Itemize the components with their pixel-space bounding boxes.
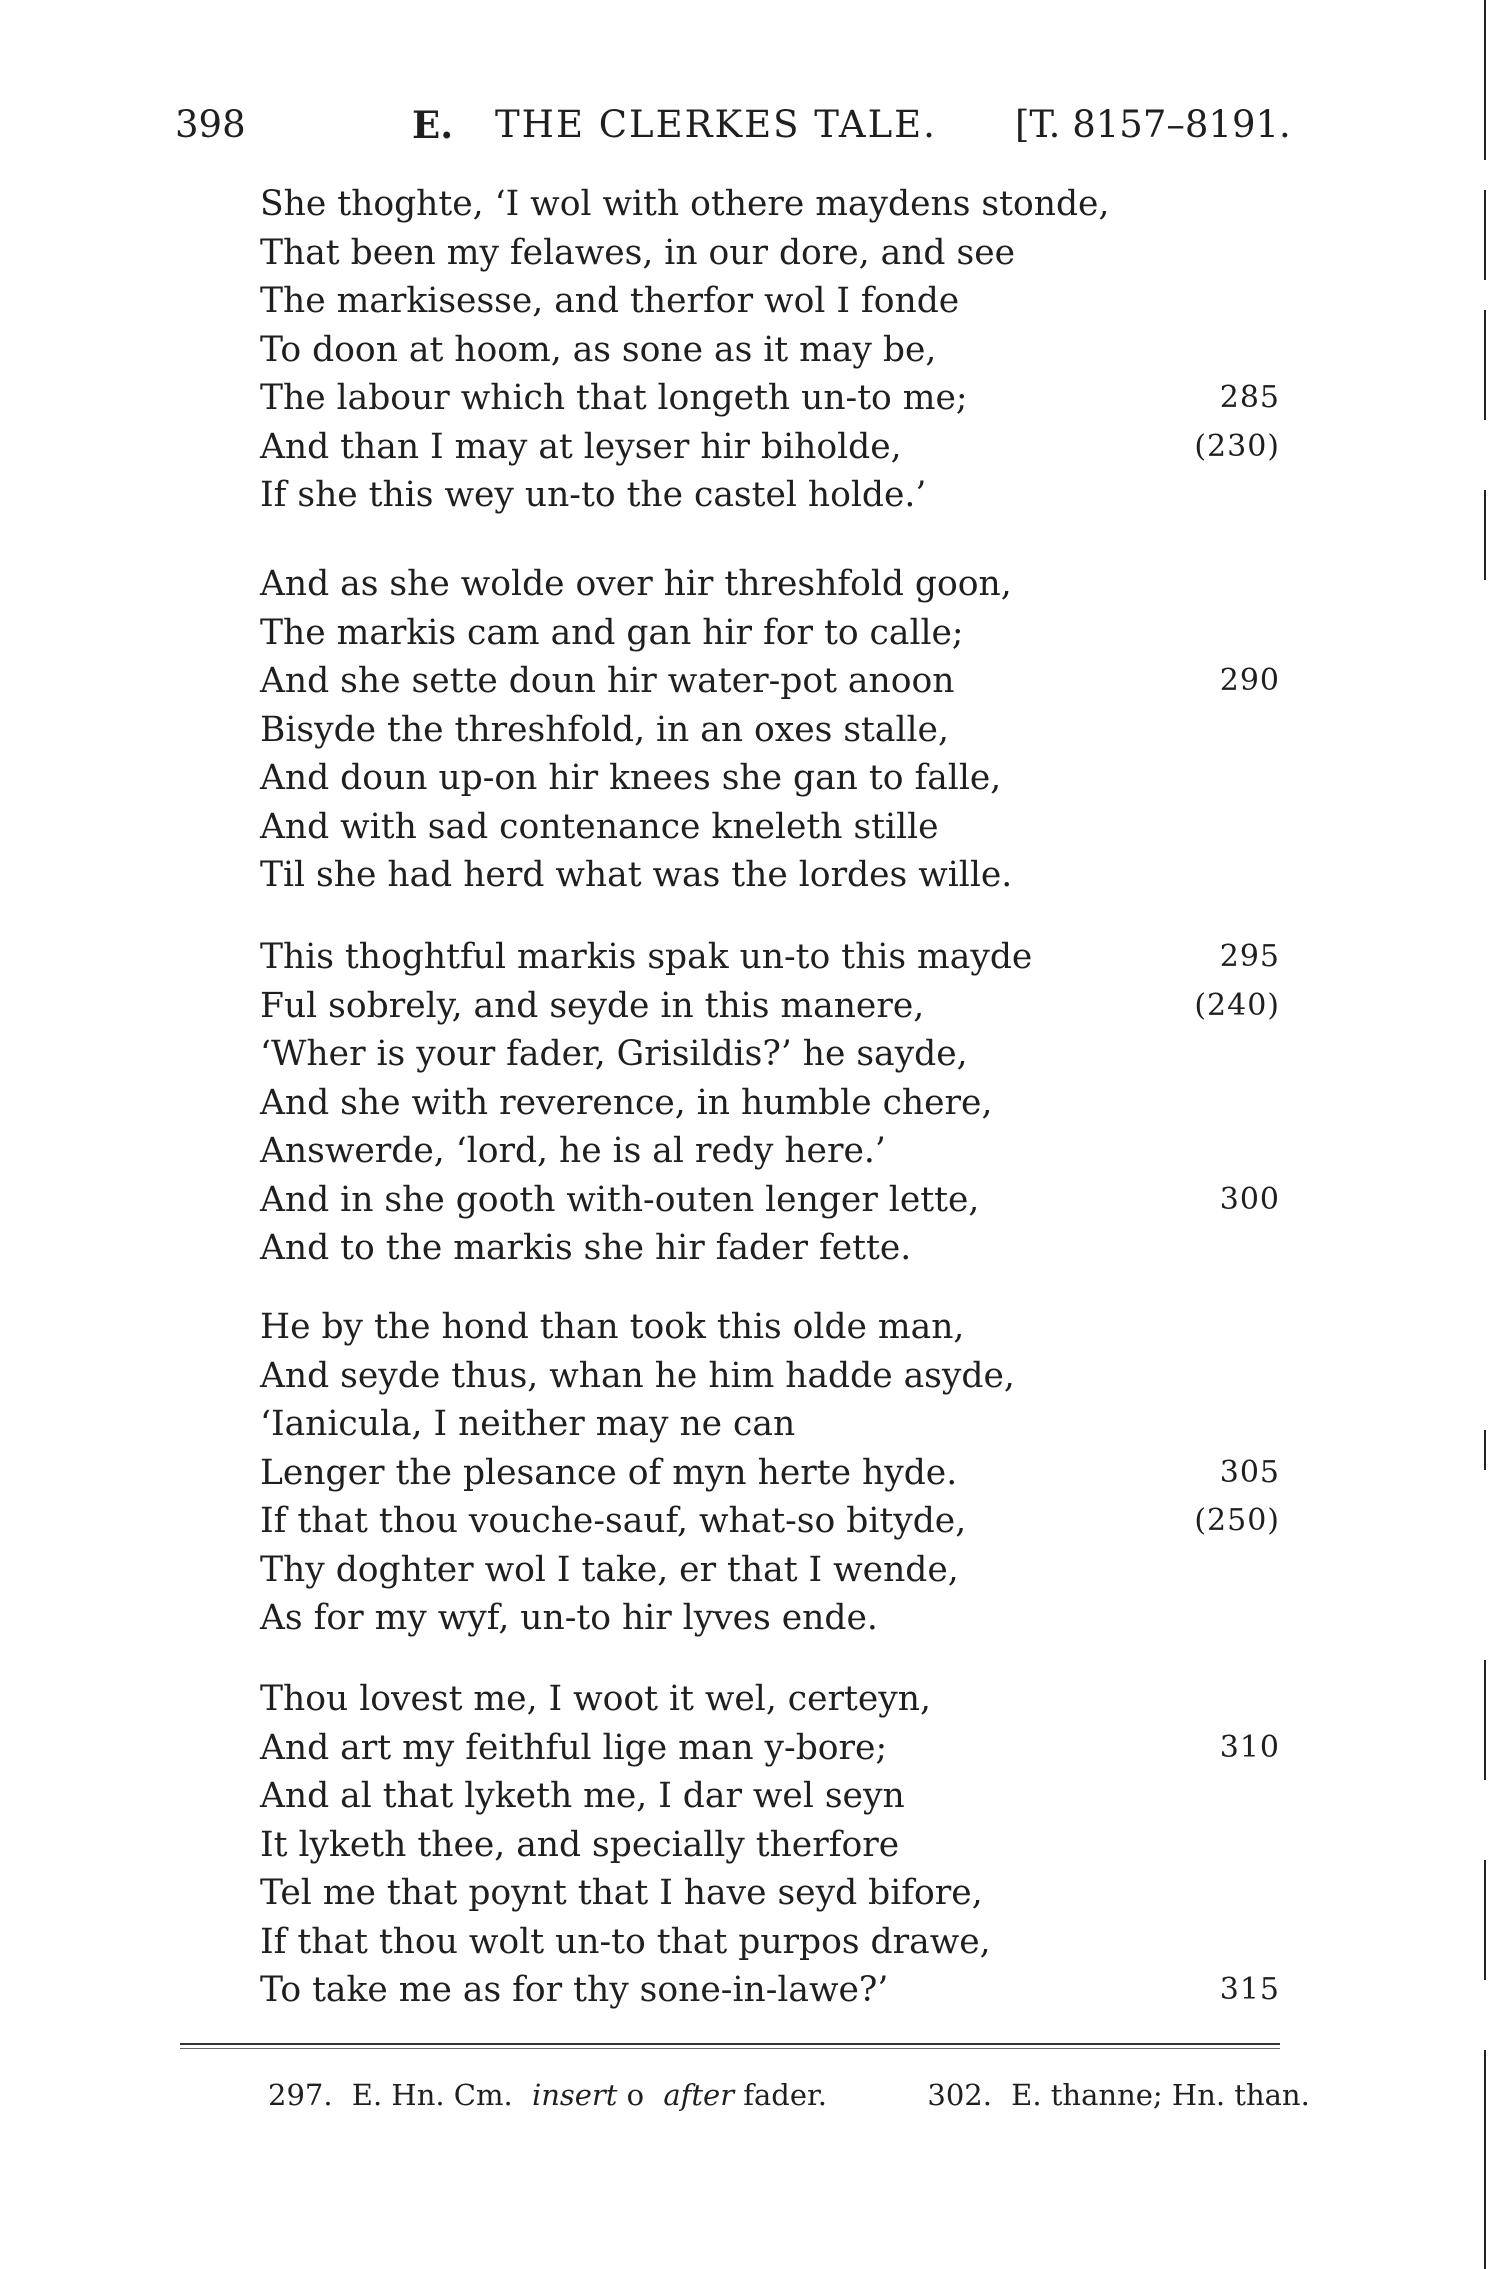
verse-line xyxy=(260,471,1300,520)
section-letter: E. xyxy=(412,103,454,147)
verse-text: And seyde thus, whan he him hadde asyde, xyxy=(260,1355,1015,1396)
page-number: 398 xyxy=(175,103,246,146)
verse-line xyxy=(260,374,1300,423)
verse-line xyxy=(260,754,1300,803)
verse-line xyxy=(260,277,1300,326)
verse-line xyxy=(260,1918,1300,1967)
verse-line xyxy=(260,560,1300,609)
footnote-1-number: 297. xyxy=(268,2078,333,2112)
stanza xyxy=(260,180,1300,520)
footnote-1-insert: insert xyxy=(531,2078,618,2112)
scan-edge-mark xyxy=(1484,1860,1486,1980)
verse-text: She thoghte, ‘I wol with othere maydens stonde, xyxy=(260,184,1110,224)
stanza xyxy=(260,560,1300,900)
verse-text: Bisyde the threshfold, in an oxes stalle, xyxy=(260,709,949,750)
verse-text: If she this wey un-to the castel holde.’ xyxy=(260,475,927,515)
verse-text: And with sad contenance kneleth stille xyxy=(260,806,939,847)
verse-line xyxy=(260,1176,1300,1225)
line-number: 290 xyxy=(1219,663,1280,698)
verse-line xyxy=(260,1224,1300,1273)
running-header xyxy=(0,95,1511,155)
tale-title: THE CLERKES TALE. xyxy=(495,103,937,146)
verse-line xyxy=(260,1400,1300,1449)
verse-text: If that thou vouche-sauf, what-so bityde, xyxy=(260,1501,967,1541)
verse-line xyxy=(260,1449,1300,1498)
verse-line xyxy=(260,706,1300,755)
verse-text: And she sette doun hir water-pot anoon xyxy=(260,661,955,701)
verse-text: This thoghtful markis spak un-to this mayde xyxy=(260,937,1033,977)
footnote-1 xyxy=(268,2078,846,2112)
footnote-rule xyxy=(180,2043,1280,2045)
stanza xyxy=(260,1675,1300,2015)
verse-line xyxy=(260,1772,1300,1821)
scan-edge-mark xyxy=(1484,0,1486,160)
line-number: (250) xyxy=(1194,1503,1280,1538)
verse-text: He by the hond than took this olde man, xyxy=(260,1307,965,1347)
verse-text: Ful sobrely, and seyde in this manere, xyxy=(260,985,925,1026)
footnote-1-witnesses: E. Hn. Cm. xyxy=(351,2078,513,2112)
line-number: 305 xyxy=(1219,1454,1280,1490)
verse-line xyxy=(260,982,1300,1031)
verse-text: ‘Ianicula, I neither may ne can xyxy=(260,1404,796,1444)
verse-text: And than I may at leyser hir biholde, xyxy=(260,426,902,467)
footnotes xyxy=(268,2078,1310,2112)
verse-text: The labour which that longeth un-to me; xyxy=(260,378,968,418)
verse-text: To take me as for thy sone-in-lawe?’ xyxy=(260,1970,889,2010)
scan-edge-mark xyxy=(1484,310,1486,420)
verse-line xyxy=(260,180,1300,229)
line-number: (230) xyxy=(1194,428,1280,464)
verse-line xyxy=(260,1966,1300,2015)
verse-line xyxy=(260,1546,1300,1595)
footnote-rule-thin xyxy=(180,2048,1280,2049)
verse-line xyxy=(260,1675,1300,1724)
verse-text: Til she had herd what was the lordes wille. xyxy=(260,855,1013,895)
scan-edge-mark xyxy=(1484,2050,1486,2269)
verse-text: And al that lyketh me, I dar wel seyn xyxy=(260,1776,905,1816)
verse-line xyxy=(260,609,1300,658)
scan-edge-mark xyxy=(1484,490,1486,580)
verse-line xyxy=(260,1869,1300,1918)
verse-text: The markis cam and gan hir for to calle; xyxy=(260,612,964,653)
verse-text: And she with reverence, in humble chere, xyxy=(260,1082,993,1123)
verse-text: And art my feithful lige man y-bore; xyxy=(260,1727,888,1768)
verse-text: Thou lovest me, I woot it wel, certeyn, xyxy=(260,1679,931,1719)
scan-edge-mark xyxy=(1484,1430,1486,1470)
stanza xyxy=(260,933,1300,1273)
verse-line xyxy=(260,933,1300,982)
verse-text: It lyketh thee, and specially therfore xyxy=(260,1824,900,1865)
verse-text: And doun up-on hir knees she gan to falle, xyxy=(260,758,1002,798)
verse-text: If that thou wolt un-to that purpos drawe, xyxy=(260,1921,991,1962)
verse-text: And as she wolde over hir threshfold goon, xyxy=(260,564,1012,604)
footnote-1-after: after xyxy=(663,2078,735,2112)
verse-line xyxy=(260,1497,1300,1546)
verse-line xyxy=(260,851,1300,900)
verse-text: The markisesse, and therfor wol I fonde xyxy=(260,281,960,321)
footnote-1-word: fader. xyxy=(743,2078,827,2112)
verse-text: Answerde, ‘lord, he is al redy here.’ xyxy=(260,1131,886,1171)
scan-edge-mark xyxy=(1484,190,1486,280)
verse-line xyxy=(260,1594,1300,1643)
line-number: (240) xyxy=(1194,987,1280,1023)
verse-line xyxy=(260,1352,1300,1401)
footnote-2 xyxy=(927,2078,1319,2112)
verse-line xyxy=(260,803,1300,852)
verse-text: As for my wyf, un-to hir lyves ende. xyxy=(260,1598,878,1638)
verse-line xyxy=(260,1030,1300,1079)
verse-line xyxy=(260,229,1300,278)
verse-line xyxy=(260,326,1300,375)
verse-text: Lenger the plesance of myn herte hyde. xyxy=(260,1452,958,1493)
verse-line xyxy=(260,1127,1300,1176)
line-number: 295 xyxy=(1219,939,1280,974)
line-number: 285 xyxy=(1219,380,1280,415)
verse-text: Tel me that poynt that I have seyd bifore, xyxy=(260,1873,983,1913)
verse-text: ‘Wher is your fader, Grisildis?’ he sayde, xyxy=(260,1034,968,1074)
verse-line xyxy=(260,1079,1300,1128)
verse-line xyxy=(260,1303,1300,1352)
stanza xyxy=(260,1303,1300,1643)
verse-line xyxy=(260,423,1300,472)
verse-line xyxy=(260,1821,1300,1870)
line-reference: [T. 8157–8191. xyxy=(1015,103,1291,146)
footnote-2-number: 302. xyxy=(927,2078,992,2112)
verse-text: Thy doghter wol I take, er that I wende, xyxy=(260,1549,959,1590)
footnote-1-o: o xyxy=(626,2078,645,2112)
verse-text: That been my felawes, in our dore, and see xyxy=(260,232,1016,273)
line-number: 315 xyxy=(1219,1972,1280,2007)
footnote-2-text: E. thanne; Hn. than. xyxy=(1011,2078,1310,2112)
line-number: 310 xyxy=(1219,1729,1280,1765)
verse-text: And in she gooth with-outen lenger lette, xyxy=(260,1179,980,1220)
line-number: 300 xyxy=(1219,1181,1280,1217)
verse-line xyxy=(260,1724,1300,1773)
scan-edge-mark xyxy=(1484,1660,1486,1780)
verse-text: And to the markis she hir fader fette. xyxy=(260,1228,912,1268)
verse-line xyxy=(260,657,1300,706)
verse-text: To doon at hoom, as sone as it may be, xyxy=(260,329,937,370)
